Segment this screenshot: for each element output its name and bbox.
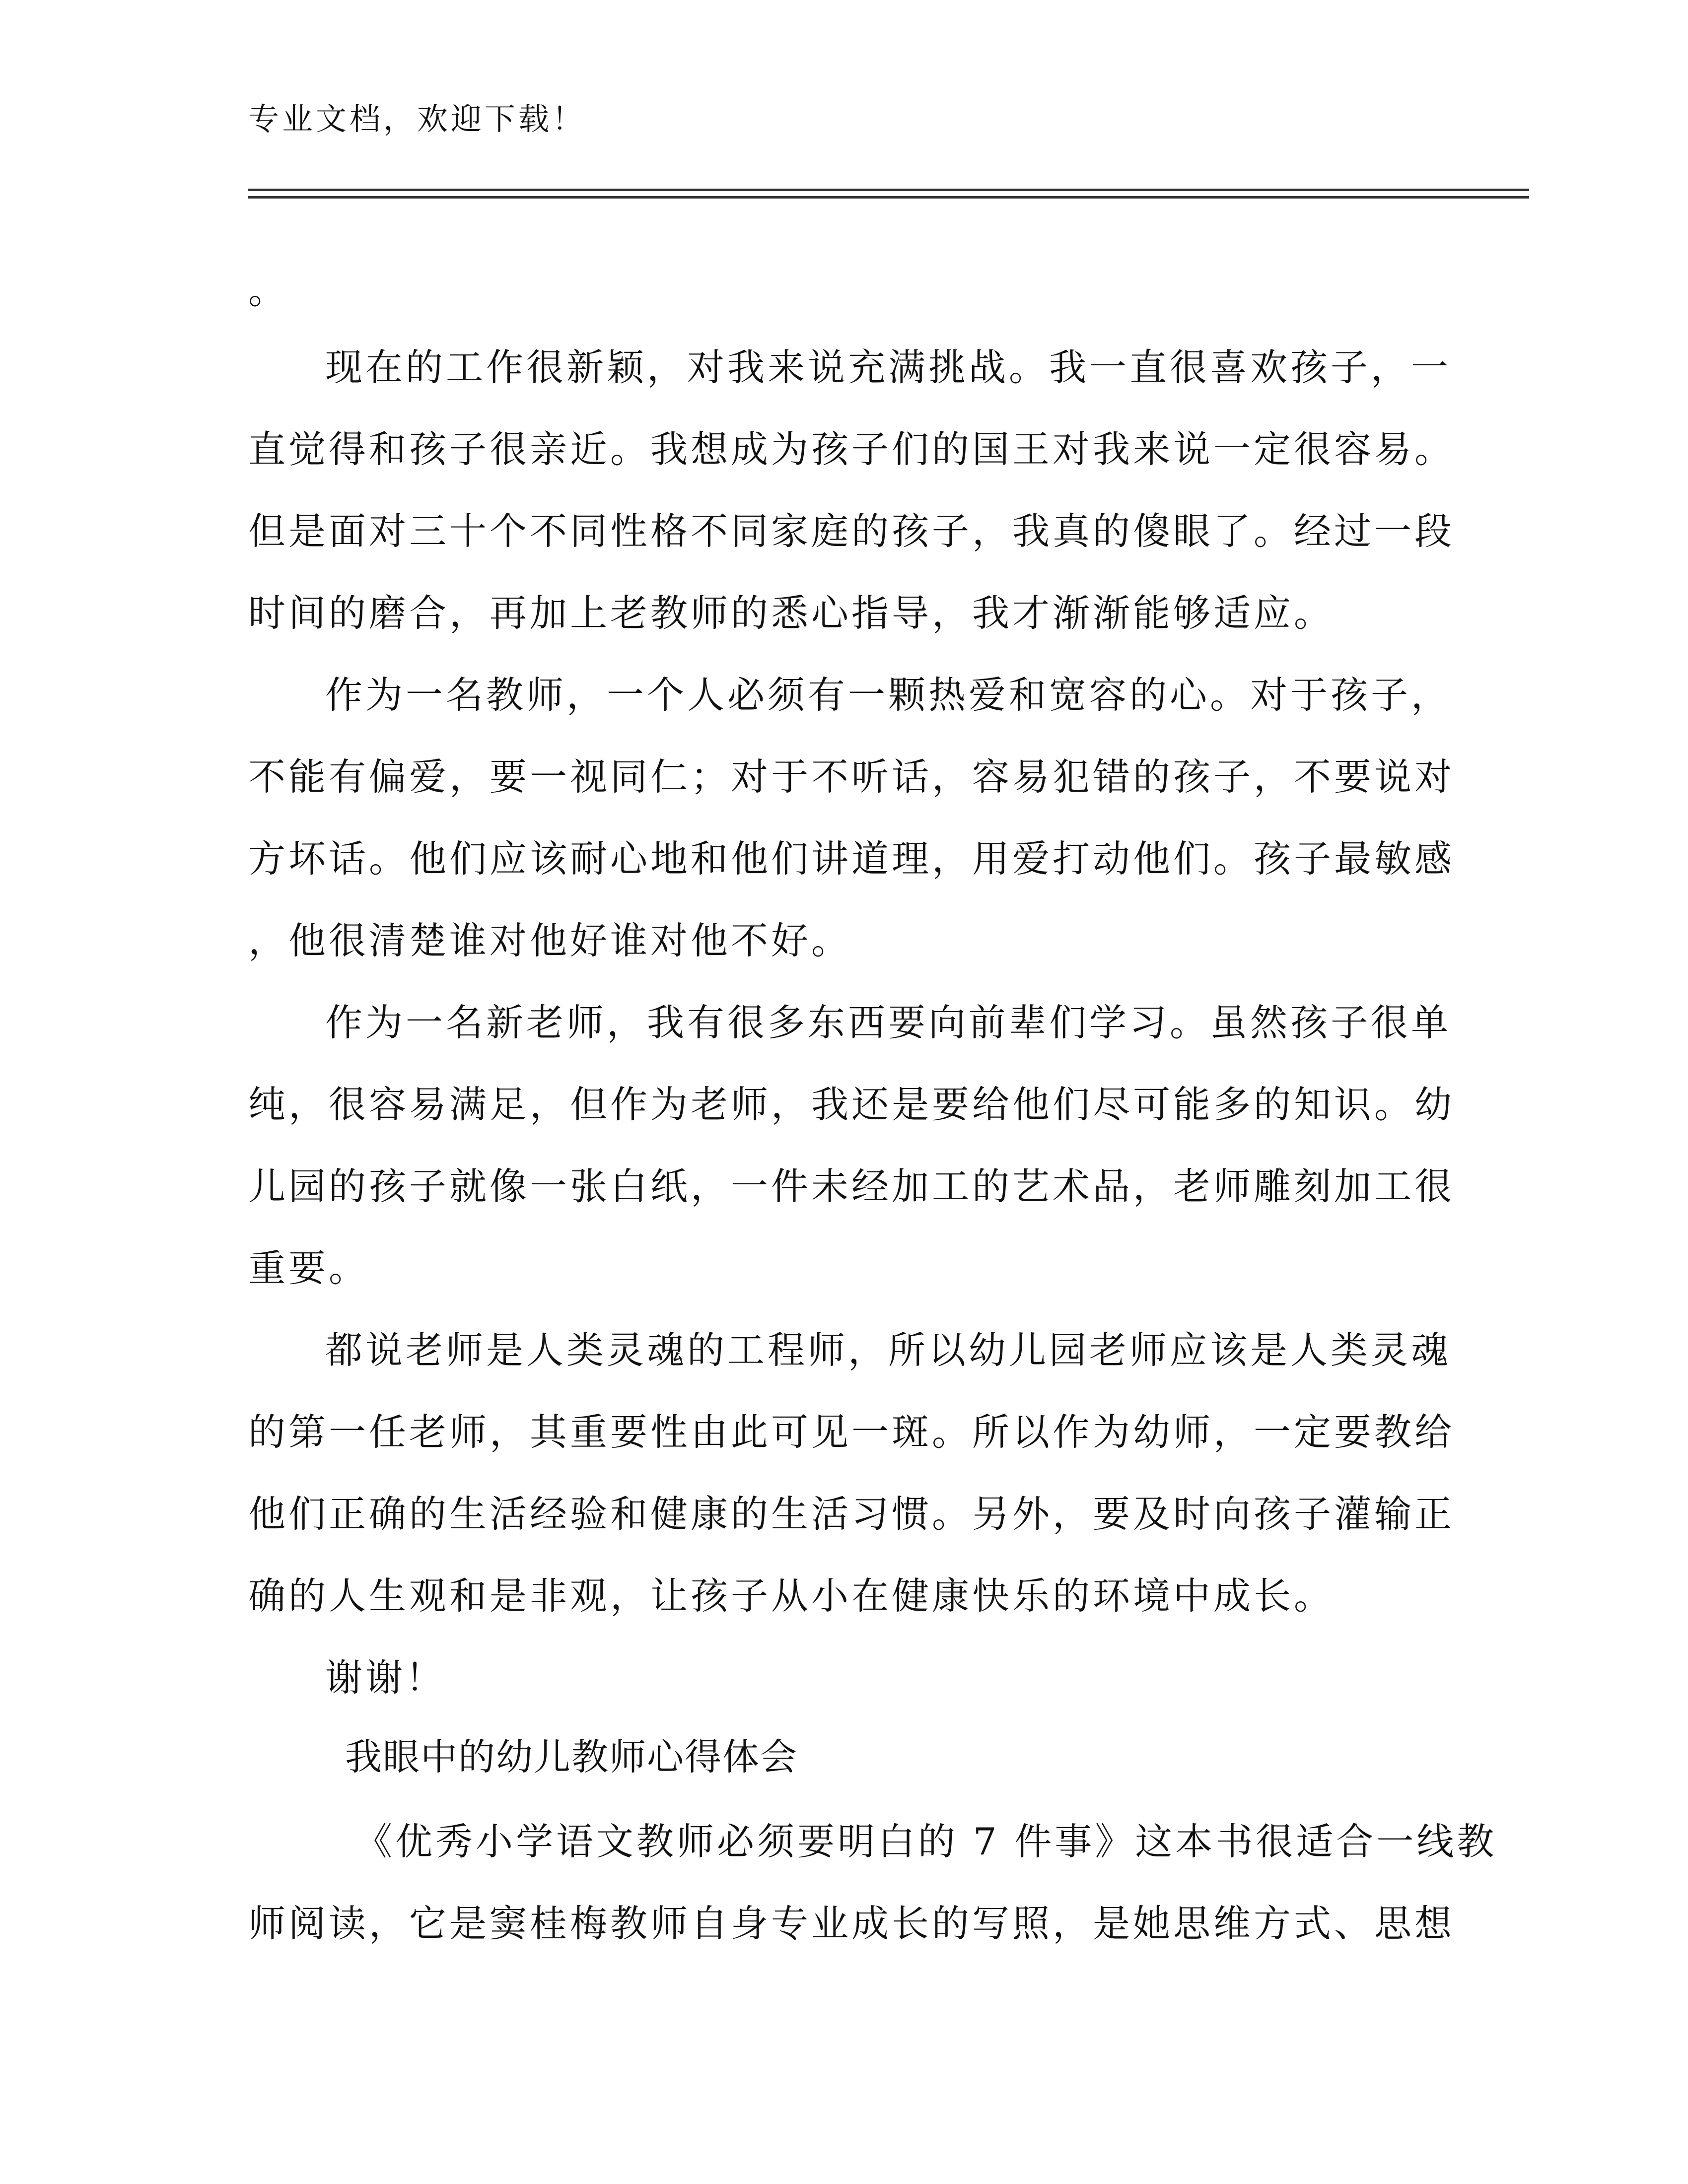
body-line: 不能有偏爱，要一视同仁；对于不听话，容易犯错的孩子，不要说对	[248, 755, 1455, 799]
body-line: 作为一名教师，一个人必须有一颗热爱和宽容的心。对于孩子，	[325, 673, 1452, 717]
body-line: 时间的磨合，再加上老教师的悉心指导，我才渐渐能够适应。	[248, 591, 1335, 635]
body-line: 确的人生观和是非观，让孩子从小在健康快乐的环境中成长。	[248, 1574, 1335, 1618]
section-title: 我眼中的幼儿教师心得体会	[345, 1736, 798, 1778]
header-rule-top	[248, 189, 1529, 191]
body-line: 纯，很容易满足，但作为老师，我还是要给他们尽可能多的知识。幼	[248, 1083, 1455, 1126]
body-line: 《优秀小学语文教师必须要明白的 7 件事》这本书很适合一线教	[355, 1820, 1497, 1863]
body-line: 儿园的孩子就像一张白纸，一件未经加工的艺术品，老师雕刻加工很	[248, 1164, 1455, 1208]
body-line: 他们正确的生活经验和健康的生活习惯。另外，要及时向孩子灌输正	[248, 1492, 1455, 1536]
body-line: ，他很清楚谁对他好谁对他不好。	[248, 919, 852, 962]
page-header: 专业文档，欢迎下载！	[248, 101, 586, 137]
body-line: 但是面对三十个不同性格不同家庭的孩子，我真的傻眼了。经过一段	[248, 509, 1455, 553]
body-line: 的第一任老师，其重要性由此可见一斑。所以作为幼师，一定要教给	[248, 1410, 1455, 1454]
body-line: 。	[248, 269, 289, 312]
header-rule-bottom	[248, 196, 1529, 199]
body-line: 都说老师是人类灵魂的工程师，所以幼儿园老师应该是人类灵魂	[325, 1328, 1452, 1372]
body-line: 现在的工作很新颖，对我来说充满挑战。我一直很喜欢孩子，一	[325, 345, 1452, 389]
body-line: 师阅读，它是窦桂梅教师自身专业成长的写照，是她思维方式、思想	[248, 1902, 1455, 1945]
body-line: 重要。	[248, 1246, 369, 1290]
body-line: 直觉得和孩子很亲近。我想成为孩子们的国王对我来说一定很容易。	[248, 427, 1455, 471]
body-line: 谢谢！	[325, 1656, 446, 1700]
body-line: 作为一名新老师，我有很多东西要向前辈们学习。虽然孩子很单	[325, 1001, 1452, 1044]
body-line: 方坏话。他们应该耐心地和他们讲道理，用爱打动他们。孩子最敏感	[248, 837, 1455, 881]
